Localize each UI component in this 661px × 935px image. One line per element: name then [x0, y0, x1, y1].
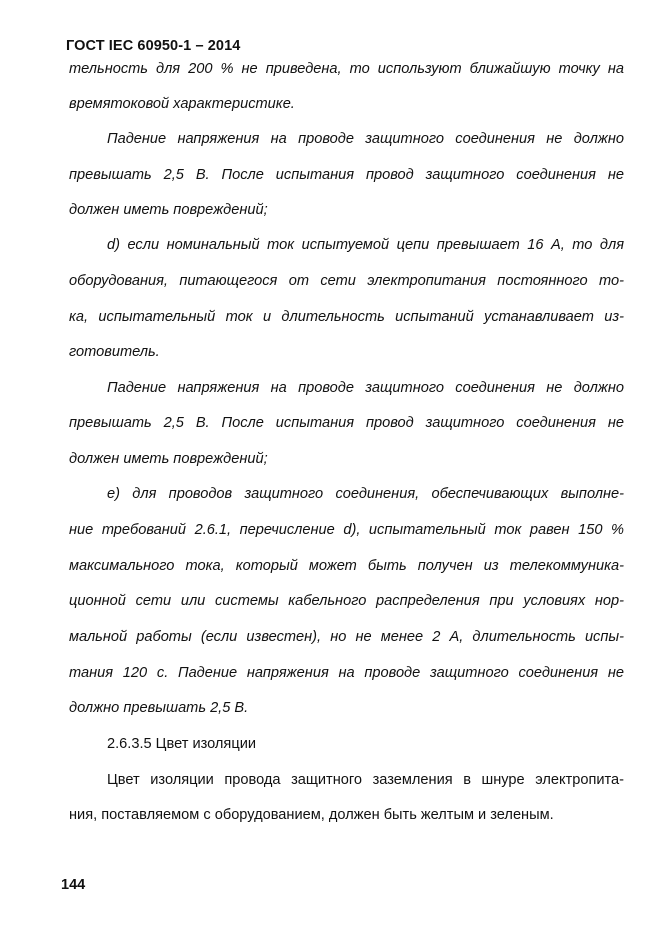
page-number: 144 [61, 877, 86, 893]
text-line: 2.6.3.5 Цвет изоляции [107, 736, 256, 752]
text-line: времятоковой характеристике. [69, 96, 295, 112]
text-line: тания 120 с. Падение напряжения на проводе защитного соединения не [69, 665, 624, 681]
text-line: d) если номинальный ток испытуемой цепи превышает 16 А, то для [107, 237, 624, 253]
text-line: Падение напряжения на проводе защитного соединения не должно [107, 380, 624, 396]
text-line: готовитель. [69, 344, 160, 360]
text-line: должно превышать 2,5 В. [69, 700, 249, 716]
text-line: оборудования, питающегося от сети электропитания постоянного то- [69, 273, 624, 289]
text-line: е) для проводов защитного соединения, обеспечивающих выполне- [107, 486, 624, 502]
text-line: ния, поставляемом с оборудованием, должен быть желтым и зеленым. [69, 807, 554, 823]
text-line: тельность для 200 % не приведена, то используют ближайшую точку на [69, 61, 624, 77]
text-line: ка, испытательный ток и длительность испытаний устанавливает из- [69, 309, 624, 325]
text-line: превышать 2,5 В. После испытания провод защитного соединения не [69, 415, 624, 431]
text-line: ционной сети или системы кабельного распределения при условиях нор- [69, 593, 624, 609]
text-line: мальной работы (если известен), но не менее 2 А, длительность испы- [69, 629, 624, 645]
text-line: должен иметь повреждений; [69, 451, 268, 467]
text-line: превышать 2,5 В. После испытания провод защитного соединения не [69, 167, 624, 183]
text-line: Цвет изоляции провода защитного заземления в шнуре электропита- [107, 772, 624, 788]
text-line: ние требований 2.6.1, перечисление d), испытательный ток равен 150 % [69, 522, 624, 538]
text-line: Падение напряжения на проводе защитного соединения не должно [107, 131, 624, 147]
text-line: должен иметь повреждений; [69, 202, 268, 218]
text-line: максимального тока, который может быть получен из телекоммуника- [69, 558, 624, 574]
document-header: ГОСТ IEC 60950-1 – 2014 [66, 38, 241, 54]
